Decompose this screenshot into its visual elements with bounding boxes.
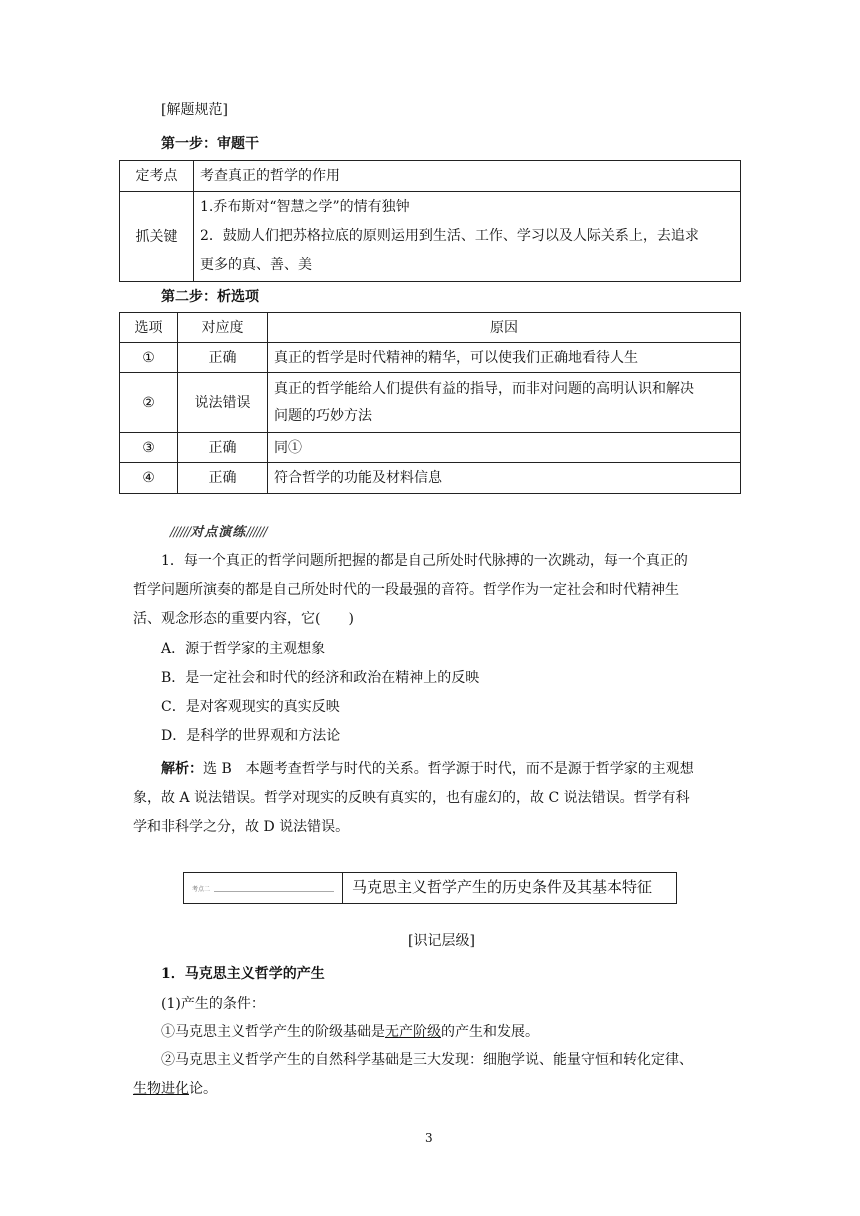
answer-text: 选 B 本题考查哲学与时代的关系。哲学源于时代，而不是源于哲学家的主观想 (203, 761, 694, 777)
item-2-line: ②马克思主义哲学产生的自然科学基础是三大发现：细胞学说、能量守恒和转化定律、 (161, 1052, 693, 1068)
table-row (120, 433, 741, 463)
item-2-underline: 生物进化 (133, 1081, 189, 1097)
step2-heading: 第二步：析选项 (161, 289, 259, 305)
cell-status: 正确 (178, 343, 268, 373)
sub-heading-conditions: (1)产生的条件： (161, 996, 265, 1012)
cell-line: 问题的巧妙方法 (274, 407, 372, 424)
cell-line: 2．鼓励人们把苏格拉底的原则运用到生活、工作、学习以及人际关系上，去追求 (200, 228, 699, 244)
options-analysis-table (119, 312, 741, 494)
item-2 (133, 1046, 753, 1104)
question-line: 哲学问题所演奏的都是自己所处时代的一段最强的音符。哲学作为一定社会和时代精神生 (133, 582, 679, 598)
item-1 (161, 1021, 539, 1041)
table-cell-label: 定考点 (120, 161, 194, 192)
step1-heading: 第一步：审题干 (161, 136, 259, 152)
item-1-pre: ①马克思主义哲学产生的阶级基础是 (161, 1024, 385, 1040)
options-list (161, 635, 479, 751)
cell-line: 真正的哲学是时代精神的精华，可以使我们正确地看待人生 (274, 349, 638, 366)
table-cell-label: 抓关键 (120, 192, 194, 282)
section-box-title: 马克思主义哲学产生的历史条件及其基本特征 (352, 878, 653, 896)
answer-label: 解析： (161, 761, 203, 777)
section-box-left (184, 873, 343, 903)
header-match: 对应度 (178, 313, 268, 343)
cell-option: ② (120, 373, 178, 433)
table-cell-content (194, 192, 741, 282)
cell-line: 同① (274, 439, 302, 456)
option-c: C．是对客观现实的真实反映 (161, 699, 340, 715)
cell-line: 1.乔布斯对“智慧之学”的情有独钟 (200, 199, 410, 215)
question-1 (133, 547, 753, 634)
cell-option: ① (120, 343, 178, 373)
practice-header-title: 对点演练 (190, 525, 247, 540)
table-row (120, 161, 741, 192)
section-box (183, 872, 677, 904)
option-a: A．源于哲学家的主观想象 (161, 641, 326, 657)
cell-status: 正确 (178, 463, 268, 494)
table-row (120, 192, 741, 282)
cell-line: 考查真正的哲学的作用 (200, 168, 340, 184)
item-1-underline: 无产阶级 (385, 1024, 441, 1040)
table-row (120, 343, 741, 373)
item-2-post: 论。 (189, 1081, 217, 1097)
section-box-rule (214, 891, 334, 892)
cell-reason (268, 373, 741, 433)
cell-line: 真正的哲学能给人们提供有益的指导，而非对问题的高明认识和解决 (274, 380, 694, 397)
option-b: B．是一定社会和时代的经济和政治在精神上的反映 (161, 670, 480, 686)
answer-line: 象，故 A 说法错误。哲学对现实的反映有真实的，也有虚幻的，故 C 说法错误。哲学有科 (133, 790, 690, 806)
cell-option: ④ (120, 463, 178, 494)
question-line: 1．每一个真正的哲学问题所把握的都是自己所处时代脉搏的一次跳动，每一个真正的 (161, 553, 688, 569)
table-cell-content (194, 161, 741, 192)
exam-point-table (119, 160, 741, 282)
page-number: 3 (425, 1131, 433, 1145)
item-1-post: 的产生和发展。 (441, 1024, 539, 1040)
section-heading: 1．马克思主义哲学的产生 (161, 966, 325, 982)
practice-header-slashes-left: ////// (170, 525, 191, 540)
answer-analysis (133, 755, 753, 842)
cell-line: 符合哲学的功能及材料信息 (274, 470, 442, 486)
practice-header (170, 521, 267, 540)
cell-status: 说法错误 (178, 373, 268, 433)
cell-status: 正确 (178, 433, 268, 463)
header-option: 选项 (120, 313, 178, 343)
cell-reason (268, 343, 741, 373)
table-row (120, 463, 741, 494)
question-line: 活、观念形态的重要内容，它( ) (133, 611, 354, 627)
option-d: D．是科学的世界观和方法论 (161, 728, 341, 744)
header-reason: 原因 (268, 313, 741, 343)
cell-reason (268, 463, 741, 494)
section-box-small-label: 考点二 (192, 886, 211, 893)
cell-reason (268, 433, 741, 463)
cell-line: 更多的真、善、美 (200, 257, 312, 273)
item-2-line (133, 1075, 753, 1104)
table-row (120, 373, 741, 433)
solution-norm-title: [解题规范] (161, 102, 228, 118)
answer-line (133, 755, 753, 784)
cell-option: ③ (120, 433, 178, 463)
practice-header-slashes-right: ////// (246, 525, 267, 540)
answer-line: 学和非科学之分，故 D 说法错误。 (133, 819, 350, 835)
level-tag: [识记层级] (408, 933, 475, 949)
table-header-row (120, 313, 741, 343)
